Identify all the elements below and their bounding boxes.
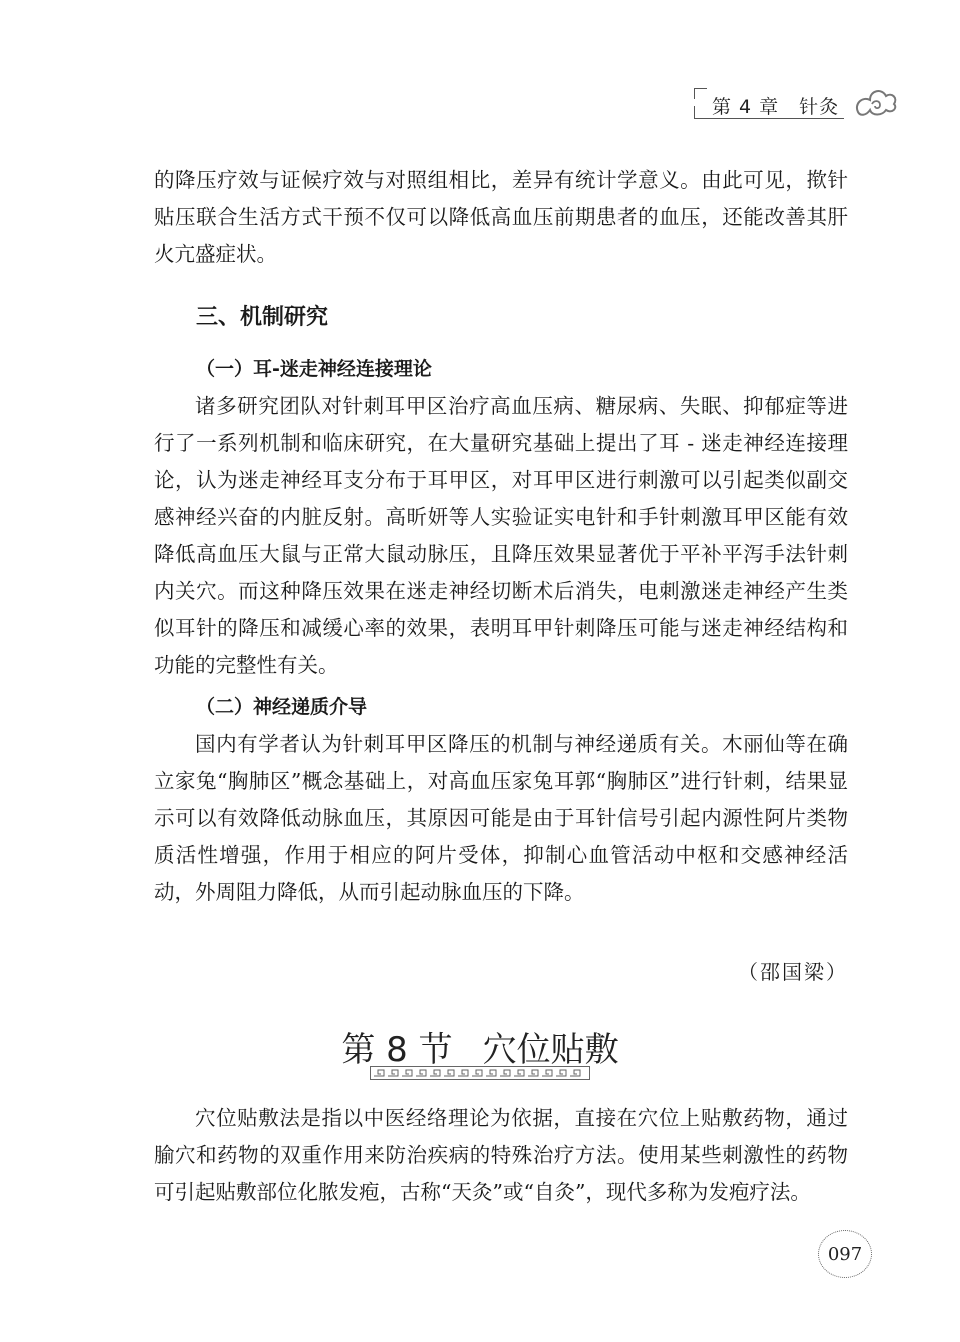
body-paragraph-neurotransmitter: 国内有学者认为针刺耳甲区降压的机制与神经递质有关。木丽仙等在确立家兔“胸肺区”概念基础上，对高血压家兔耳郭“胸肺区”进行针刺，结果显示可以有效降低动脉血压，其原因可能是由于耳针信号引起内源性阿片类物质活性增强，作用于相应的阿片受体，抑制心血管活动中枢和交感神经活动，外周阻力降低，从而引起动脉血压的下降。 xyxy=(154,732,848,904)
author-attribution: （邵国梁） xyxy=(738,960,848,984)
heading-mechanism: 三、机制研究 xyxy=(196,305,329,330)
chapter-label: 第 4 章 针灸 xyxy=(712,96,840,118)
page-number: 097 xyxy=(818,1230,872,1278)
body-paragraph-application: 穴位贴敷法是指以中医经络理论为依据，直接在穴位上贴敷药物，通过腧穴和药物的双重作用来防治疾病的特殊治疗方法。使用某些刺激性的药物可引起贴敷部位化脓发疱，古称“天灸”或“自灸”，现代多称为发疱疗法。 xyxy=(154,1106,848,1204)
body-paragraph-vagus: 诸多研究团队对针刺耳甲区治疗高血压病、糖尿病、失眠、抑郁症等进行了一系列机制和临床研究，在大量研究基础上提出了耳 - 迷走神经连接理论，认为迷走神经耳支分布于耳甲区，对耳甲区进行刺激可以引起类似副交感神经兴奋的内脏反射。高昕妍等人实验证实电针和手针刺激耳甲区能有效降低高血压大鼠与正常大鼠动脉压，且降压效果显著优于平补平泻手法针刺内关穴。而这种降压效果在迷走神经切断术后消失，电刺激迷走神经产生类似耳针的降压和减缓心率的效果，表明耳甲针刺降压可能与迷走神经结构和功能的完整性有关。 xyxy=(154,394,848,677)
fret-pattern-divider xyxy=(370,1066,590,1080)
running-head xyxy=(694,88,850,122)
heading-vagus-theory: （一）耳-迷走神经连接理论 xyxy=(196,358,432,380)
header-rule-left xyxy=(694,106,695,118)
section-title xyxy=(0,1022,960,1071)
section-number: 第 8 节 xyxy=(341,1030,453,1070)
section-name: 穴位贴敷 xyxy=(482,1030,619,1070)
header-bracket xyxy=(694,88,707,99)
cloud-ornament-icon xyxy=(852,82,900,122)
body-paragraph-intro: 的降压疗效与证候疗效与对照组相比，差异有统计学意义。由此可见，揿针贴压联合生活方式干预不仅可以降低高血压前期患者的血压，还能改善其肝火亢盛症状。 xyxy=(154,168,848,266)
heading-neurotransmitter: （二）神经递质介导 xyxy=(196,696,368,718)
